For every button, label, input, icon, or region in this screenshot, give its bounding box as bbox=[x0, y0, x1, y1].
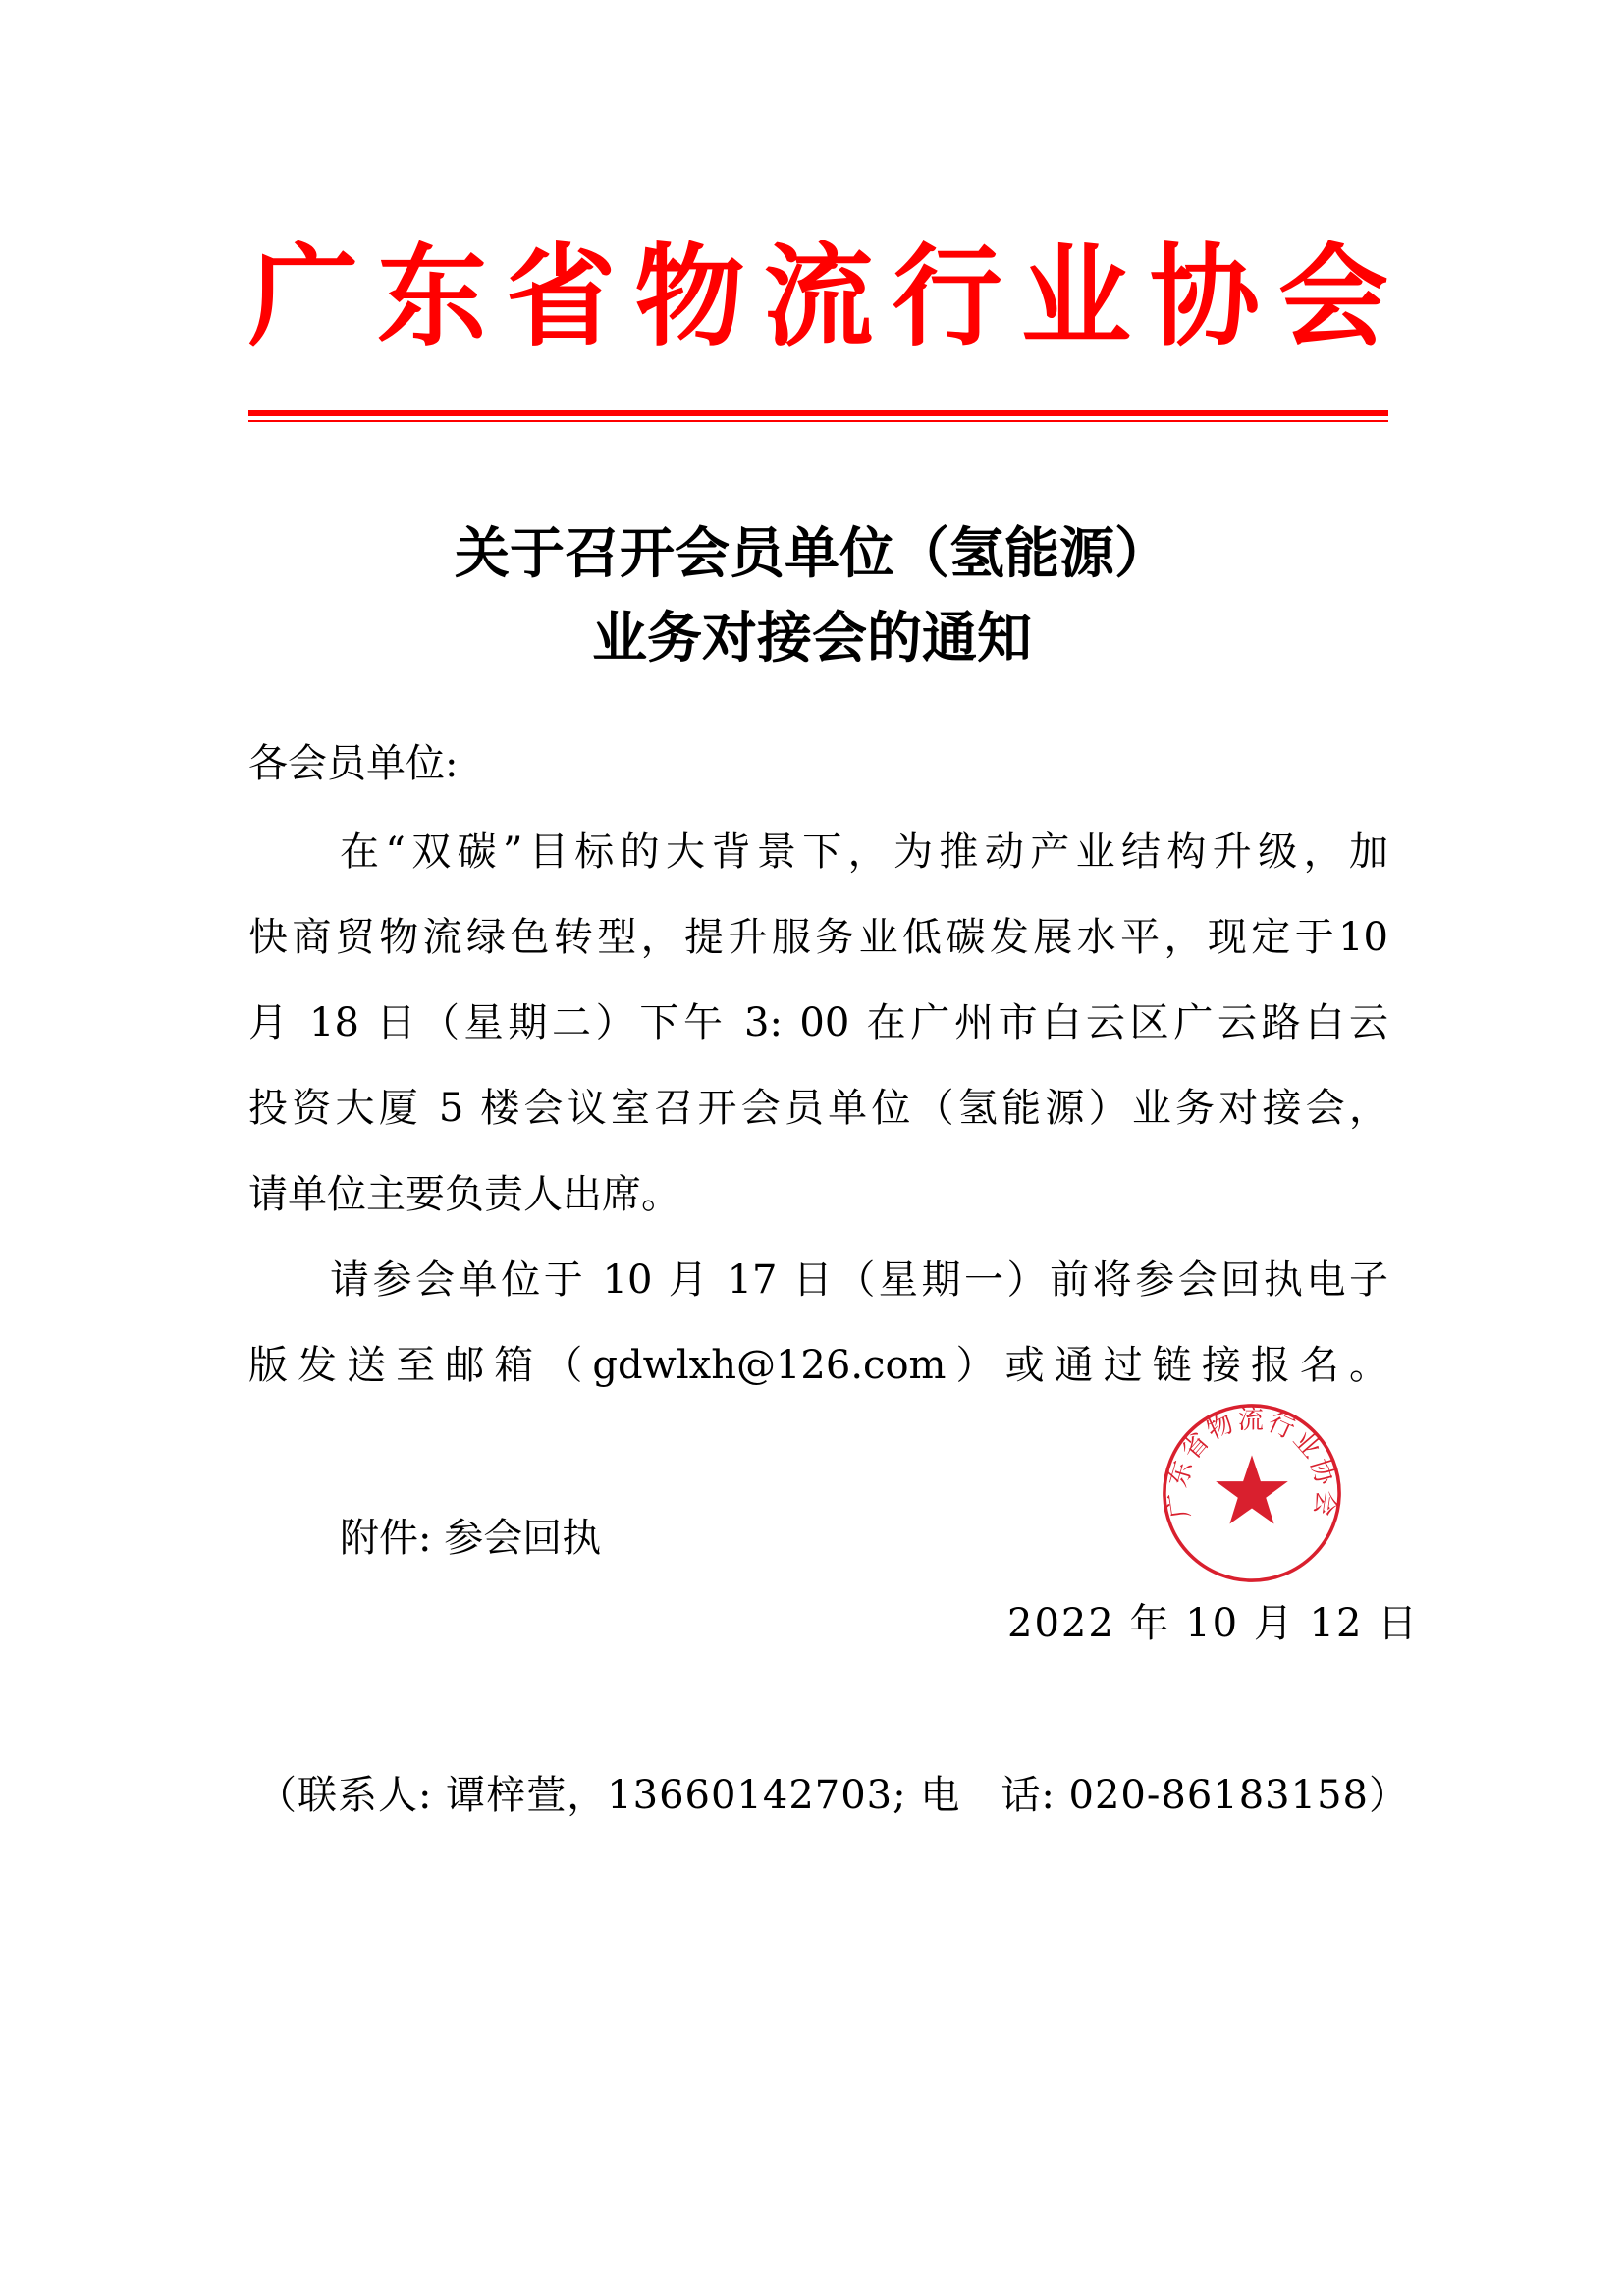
salutation: 各会员单位: bbox=[248, 741, 459, 786]
letterhead-char: 会 bbox=[1278, 233, 1388, 361]
body-line: 在“双碳”目标的大背景下，为推动产业结构升级，加 bbox=[340, 829, 1388, 875]
letterhead-char: 广 bbox=[248, 233, 358, 361]
document-date: 2022 年 10 月 12 日 bbox=[1007, 1601, 1420, 1646]
seal-star-icon bbox=[1216, 1455, 1288, 1523]
body-line: 请单位主要负责人出席。 bbox=[248, 1172, 680, 1217]
letterhead-char: 协 bbox=[1149, 233, 1260, 361]
letterhead-divider-thick bbox=[248, 410, 1388, 416]
letterhead-char: 业 bbox=[1020, 233, 1131, 361]
document-title-line1: 关于召开会员单位（氢能源） bbox=[455, 521, 1169, 586]
body-line: 月 18 日（星期二）下午 3: 00 在广州市白云区广云路白云 bbox=[248, 1000, 1388, 1045]
body-line: 请参会单位于 10 月 17 日（星期一）前将参会回执电子 bbox=[330, 1257, 1388, 1303]
body-line: 版发送至邮箱（gdwlxh@126.com）或通过链接报名。 bbox=[248, 1343, 1388, 1388]
official-seal bbox=[1159, 1400, 1345, 1586]
contact-info: （联系人: 谭梓萱，13660142703; 电 话: 020-86183158） bbox=[257, 1773, 1409, 1818]
letterhead-divider-thin bbox=[248, 420, 1388, 422]
letterhead-char: 物 bbox=[634, 233, 745, 361]
document-title-line2: 业务对接会的通知 bbox=[592, 606, 1032, 670]
letterhead-char: 行 bbox=[892, 233, 1002, 361]
letterhead-char: 省 bbox=[506, 233, 617, 361]
letterhead-org-name bbox=[248, 234, 1388, 361]
letterhead-char: 东 bbox=[377, 233, 488, 361]
letterhead-char: 流 bbox=[763, 233, 874, 361]
body-line: 投资大厦 5 楼会议室召开会员单位（氢能源）业务对接会， bbox=[248, 1086, 1388, 1131]
attachment-note: 附件: 参会回执 bbox=[340, 1516, 602, 1561]
seal-text: 广东省物流行业协会 bbox=[1163, 1405, 1341, 1521]
body-line: 快商贸物流绿色转型，提升服务业低碳发展水平，现定于10 bbox=[248, 915, 1388, 960]
